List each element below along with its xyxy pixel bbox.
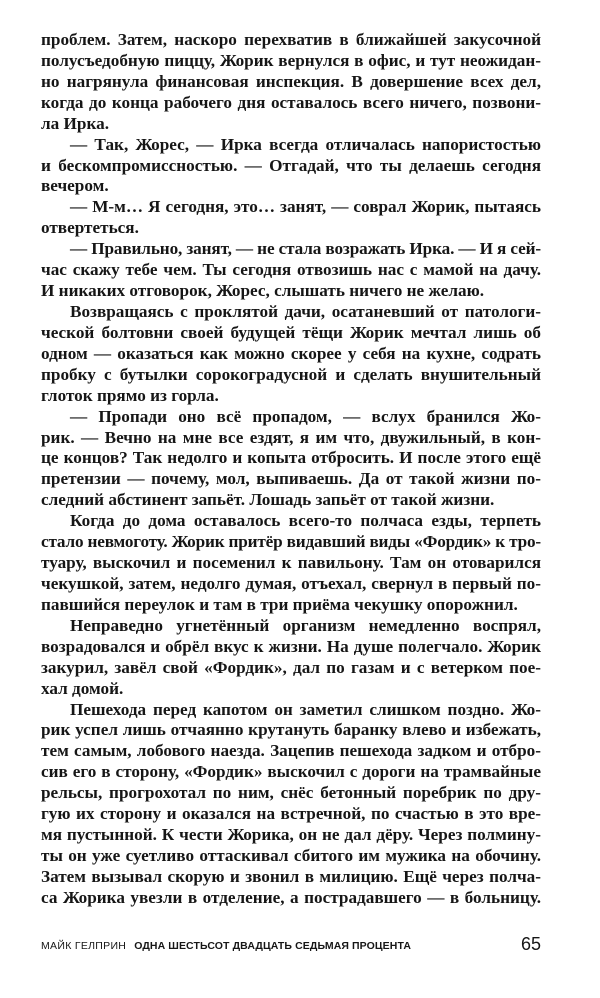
text-line bbox=[41, 783, 541, 804]
text-line-content: туару, выскочил и посеменил к павильону. Там он отоварился bbox=[41, 553, 541, 573]
text-line bbox=[41, 93, 541, 114]
text-line bbox=[41, 156, 541, 177]
text-line bbox=[41, 407, 541, 428]
text-line bbox=[41, 281, 541, 302]
text-line bbox=[41, 218, 541, 239]
text-line-content: павшийся переулок и там в три приёма чекушку опорожнил. bbox=[41, 594, 518, 614]
text-line bbox=[41, 365, 541, 386]
text-line-content: чекушкой, затем, недолго думая, отъехал, свернул в первый по- bbox=[41, 573, 541, 593]
text-line bbox=[41, 490, 541, 511]
text-line-content: пробку с бутылки сорокоградусной и сделать внушительный bbox=[41, 364, 541, 384]
text-line-content: мя пустынной. К чести Жорика, он не дал дёру. Через полмину- bbox=[41, 825, 541, 845]
text-line-content: И никаких отговорок, Жорес, слышать ничего не желаю. bbox=[41, 281, 485, 301]
text-line-content: вечером. bbox=[41, 176, 109, 196]
text-line-content: но нагрянула финансовая инспекция. В довершение всех дел, bbox=[41, 71, 541, 91]
text-line-content: ты он уже суетливо оттаскивал сбитого им мужика на обочину. bbox=[41, 845, 541, 865]
text-line bbox=[41, 804, 541, 825]
text-line-content: проблем. Затем, наскоро перехватив в ближайшей закусочной bbox=[41, 30, 541, 49]
text-line bbox=[41, 302, 541, 323]
page-body-text bbox=[41, 30, 541, 909]
text-line bbox=[41, 867, 541, 888]
text-line-content: — Так, Жорес, — Ирка всегда отличалась напористостью bbox=[70, 134, 541, 154]
text-line bbox=[41, 553, 541, 574]
text-line-content: рик успел лишь отчаянно крутануть баранку влево и избежать, bbox=[41, 720, 541, 740]
text-line-content: претензии — почему, мол, выпиваешь. Да от такой жизни по- bbox=[41, 469, 541, 489]
text-line-content: отвертеться. bbox=[41, 218, 139, 238]
text-line-content: — Правильно, занят, — не стала возражать Ирка. — И я сей- bbox=[70, 239, 541, 259]
text-line-content: следний абстинент запьёт. Лошадь запьёт от такой жизни. bbox=[41, 490, 495, 510]
text-line-content: закурил, завёл свой «Фордик», дал по газам и с ветерком пое- bbox=[41, 657, 541, 677]
text-line bbox=[41, 888, 541, 909]
text-line-content: когда до конца рабочего дня оставалось всего ничего, позвони- bbox=[41, 92, 541, 112]
text-line bbox=[41, 448, 541, 469]
text-line bbox=[41, 51, 541, 72]
text-line-content: рельсы, прогрохотал по ним, снёс бетонный поребрик по дру- bbox=[41, 783, 541, 803]
text-line bbox=[41, 72, 541, 93]
text-line bbox=[41, 469, 541, 490]
text-line-content: час скажу тебе чем. Ты сегодня отвозишь нас с мамой на дачу. bbox=[41, 260, 541, 280]
text-line bbox=[41, 616, 541, 637]
running-footer bbox=[41, 931, 541, 955]
text-line bbox=[41, 344, 541, 365]
text-line-content: стало невмоготу. Жорик притёр видавший виды «Фордик» к тро- bbox=[41, 532, 541, 552]
text-line-content: ческой болтовни своей будущей тёщи Жорик мечтал лишь об bbox=[41, 322, 541, 342]
text-line bbox=[41, 114, 541, 135]
text-line bbox=[41, 30, 541, 51]
text-line bbox=[41, 511, 541, 532]
text-line-content: — Пропади оно всё пропадом, — вслух бранился Жо- bbox=[70, 406, 541, 426]
text-line bbox=[41, 323, 541, 344]
text-line-content: глоток прямо из горла. bbox=[41, 385, 219, 405]
text-line-content: са Жорика увезли в отделение, а пострадавшего — в больницу. bbox=[41, 887, 541, 907]
text-line-content: полусъедобную пиццу, Жорик вернулся в офис, и тут неожидан- bbox=[41, 50, 541, 70]
text-line-content: Затем вызывал скорую и звонил в милицию. Ещё через полча- bbox=[41, 866, 541, 886]
text-line-content: возрадовался и обрёл вкус к жизни. На душе полегчало. Жорик bbox=[41, 636, 541, 656]
text-line bbox=[41, 239, 541, 260]
text-line bbox=[41, 700, 541, 721]
text-line bbox=[41, 176, 541, 197]
text-line-content: Возвращаясь с проклятой дачи, осатаневший от патологи- bbox=[70, 301, 541, 321]
text-line bbox=[41, 741, 541, 762]
footer-book-title: ОДНА ШЕСТЬСОТ ДВАДЦАТЬ СЕДЬМАЯ ПРОЦЕНТА bbox=[134, 940, 412, 952]
text-line bbox=[41, 658, 541, 679]
text-line bbox=[41, 720, 541, 741]
text-line-content: сив его в сторону, «Фордик» выскочил с дороги на трамвайные bbox=[41, 762, 541, 782]
text-line bbox=[41, 428, 541, 449]
text-line bbox=[41, 825, 541, 846]
text-line bbox=[41, 637, 541, 658]
text-line-content: Неправедно угнетённый организм немедленно воспрял, bbox=[70, 615, 541, 635]
footer-author: МАЙК ГЕЛПРИН bbox=[41, 940, 127, 952]
text-line bbox=[41, 762, 541, 783]
text-line bbox=[41, 532, 541, 553]
text-line bbox=[41, 197, 541, 218]
text-line bbox=[41, 679, 541, 700]
text-line-content: це концов? Так недолго и копыта отбросить. И после этого ещё bbox=[41, 448, 541, 468]
page-number: 65 bbox=[520, 934, 541, 954]
text-line-content: и бескомпромиссностью. — Отгадай, что ты делаешь сегодня bbox=[41, 155, 541, 175]
text-line-content: одном — оказаться как можно скорее у себя на кухне, содрать bbox=[41, 343, 541, 363]
text-line bbox=[41, 846, 541, 867]
text-line-content: хал домой. bbox=[41, 678, 124, 698]
text-line bbox=[41, 135, 541, 156]
text-line-content: гую их сторону и оказался на встречной, по счастью в это вре- bbox=[41, 804, 541, 824]
text-line-content: ла Ирка. bbox=[41, 113, 109, 133]
text-line-content: Когда до дома оставалось всего-то полчаса езды, терпеть bbox=[70, 511, 541, 531]
text-line-content: — М-м… Я сегодня, это… занят, — соврал Жорик, пытаясь bbox=[70, 197, 541, 217]
text-line bbox=[41, 386, 541, 407]
text-line bbox=[41, 595, 541, 616]
text-line bbox=[41, 574, 541, 595]
text-line-content: Пешехода перед капотом он заметил слишком поздно. Жо- bbox=[70, 699, 541, 719]
text-line-content: рик. — Вечно на мне все ездят, я им что, двужильный, в кон- bbox=[41, 427, 541, 447]
text-line bbox=[41, 260, 541, 281]
text-line-content: тем самым, лобового наезда. Зацепив пешехода задком и отбро- bbox=[41, 741, 541, 761]
